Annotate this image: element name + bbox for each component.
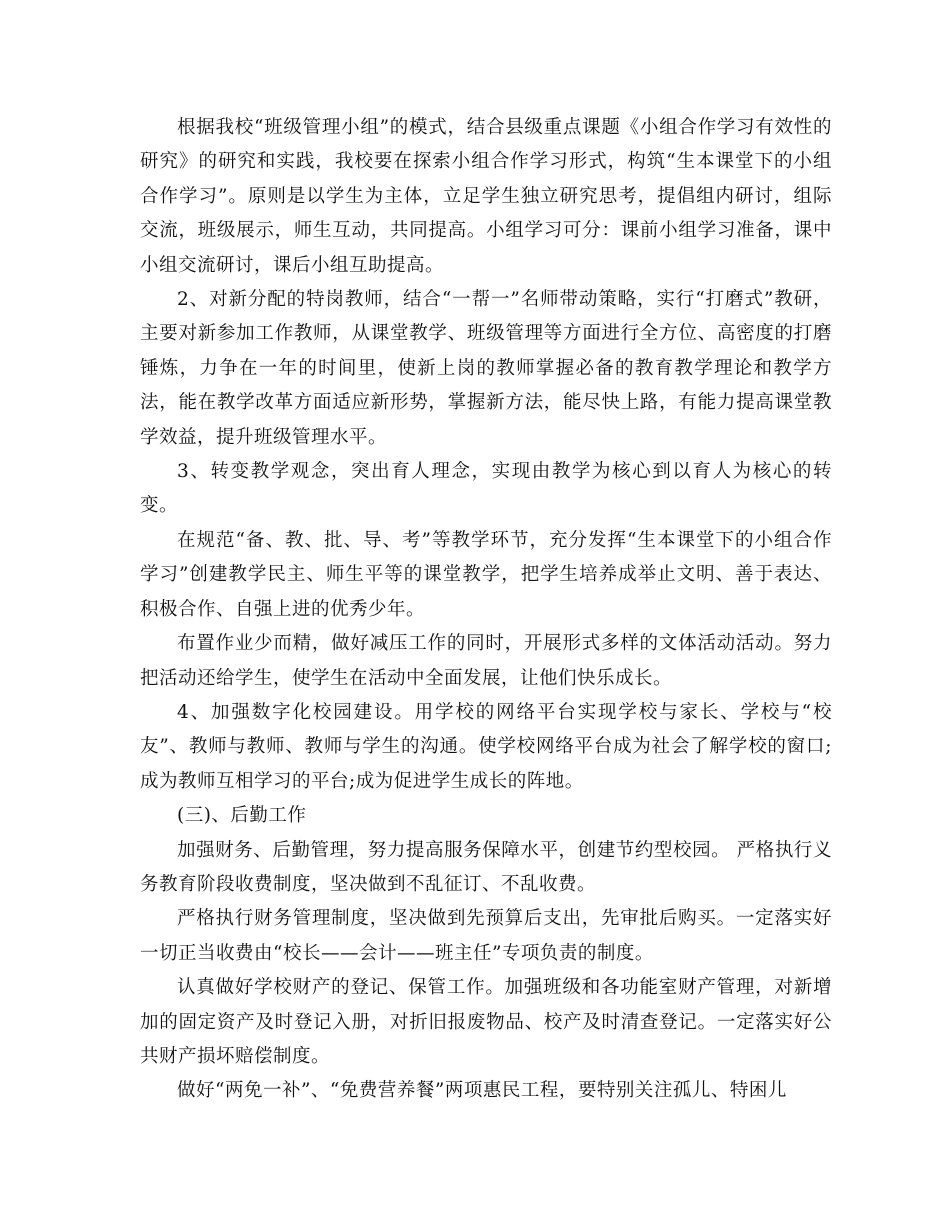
section-heading-logistics: (三)、后勤工作 <box>177 805 307 827</box>
paragraph-welfare-projects: 做好“两免一补”、“免费营养餐”两项惠民工程，要特别关注孤儿、特困儿 <box>177 1080 787 1102</box>
paragraph-property-management: 认真做好学校财产的登记、保管工作。加强班级和各功能室财产管理，对新增加的固定资产及时登记入册，对折旧报废物品、校产及时清查登记。一定落实好公共财产损坏赔偿制度。 <box>140 977 832 1067</box>
paragraph-teaching-concept: 3、转变教学观念，突出育人理念，实现由教学为核心到以育人为核心的转变。 <box>140 461 832 517</box>
paragraph-finance-rules: 严格执行财务管理制度，坚决做到先预算后支出，先审批后购买。一定落实好一切正当收费由“校长——会计——班主任”专项负责的制度。 <box>140 908 832 964</box>
paragraph-digital-campus: 4、加强数字化校园建设。用学校的网络平台实现学校与家长、学校与“校友”、教师与教师、教师与学生的沟通。使学校网络平台成为社会了解学校的窗口;成为教师互相学习的平台;成为促进学生成长的阵地。 <box>140 701 832 792</box>
paragraph-new-teachers: 2、对新分配的特岗教师，结合“一帮一”名师带动策略，实行“打磨式”教研，主要对新参加工作教师，从课堂教学、班级管理等方面进行全方位、高密度的打磨锤炼，力争在一年的时间里，使新上岗的教师掌握必备的教育教学理论和教学方法，能在教学改革方面适应新形势，掌握新方法，能尽快上路，有能力提高课堂教学效益，提升班级管理水平。 <box>140 289 832 448</box>
document-body <box>140 111 832 1109</box>
paragraph-teaching-standards: 在规范“备、教、批、导、考”等教学环节，充分发挥“生本课堂下的小组合作学习”创建教学民主、师生平等的课堂教学，把学生培养成举止文明、善于表达、积极合作、自强上进的优秀少年。 <box>140 529 832 620</box>
paragraph-homework: 布置作业少而精，做好减压工作的同时，开展形式多样的文体活动活动。努力把活动还给学生，使学生在活动中全面发展，让他们快乐成长。 <box>140 633 832 689</box>
paragraph-finance-logistics: 加强财务、后勤管理，努力提高服务保障水平，创建节约型校园。 严格执行义务教育阶段收费制度，坚决做到不乱征订、不乱收费。 <box>140 839 832 895</box>
paragraph-group-study: 根据我校“班级管理小组”的模式，结合县级重点课题《小组合作学习有效性的研究》的研究和实践，我校要在探索小组合作学习形式，构筑“生本课堂下的小组合作学习”。原则是以学生为主体，立足学生独立研究思考，提倡组内研讨，组际交流，班级展示，师生互动，共同提高。小组学习可分：课前小组学习准备，课中小组交流研讨，课后小组互助提高。 <box>140 117 832 276</box>
